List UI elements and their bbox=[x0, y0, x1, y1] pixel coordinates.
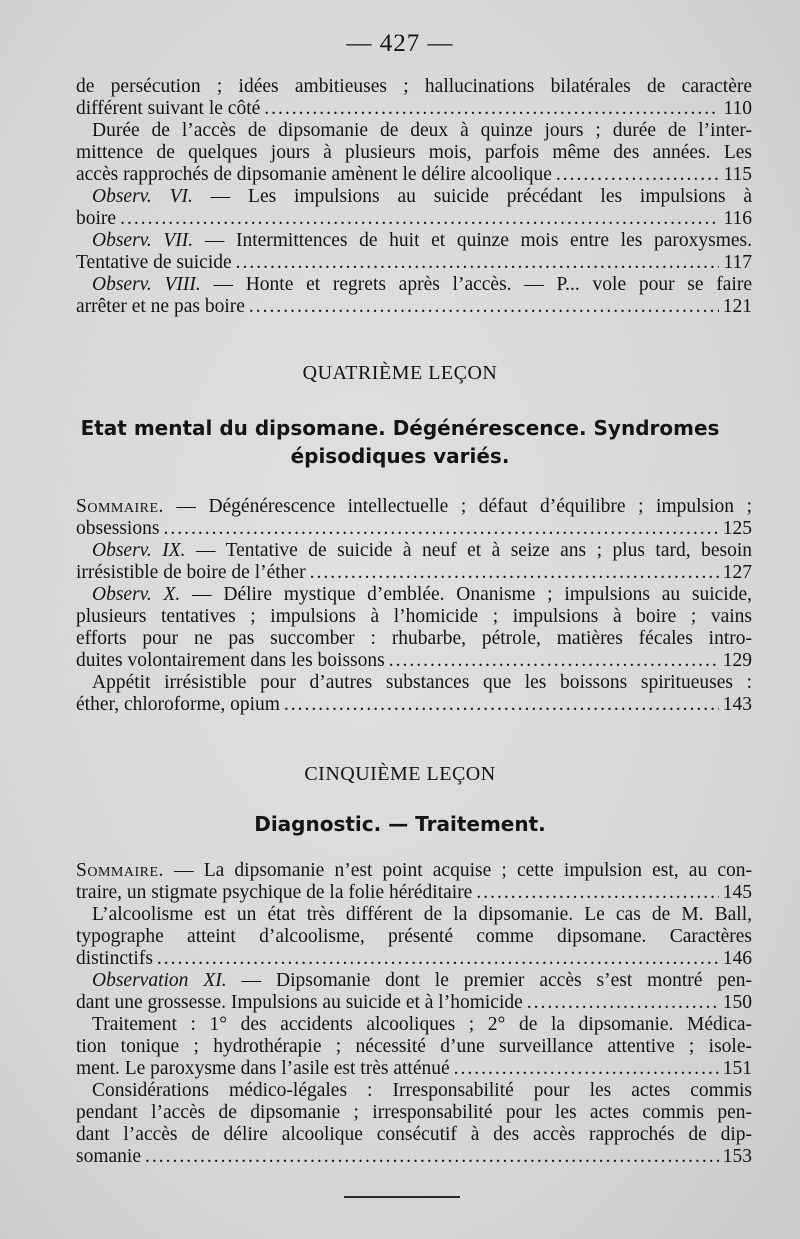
toc-entry bbox=[76, 992, 752, 1014]
text-line: dant l’accès de délire alcoolique consécutif à des accès rapprochés de dip- bbox=[76, 1124, 752, 1145]
summary-text: — La dipsomanie n’est point acquise ; cette impulsion est, au con- bbox=[163, 860, 752, 881]
toc-page-number: 151 bbox=[722, 1058, 752, 1079]
observation-label: Observ. VI. bbox=[92, 186, 193, 207]
toc-entry bbox=[76, 1146, 752, 1168]
text-line: Considérations médico-légales : Irresponsabilité pour les actes commis bbox=[92, 1080, 752, 1101]
text-line: Durée de l’accès de dipsomanie de deux à quinze jours ; durée de l’inter- bbox=[92, 120, 752, 141]
summary-line bbox=[76, 860, 752, 882]
observation-text: — Tentative de suicide à neuf et à seize ans ; plus tard, besoin bbox=[185, 540, 752, 561]
toc-text: somanie bbox=[76, 1146, 141, 1167]
toc-page-number: 127 bbox=[722, 562, 752, 583]
lesson-5-title: Diagnostic. — Traitement. bbox=[254, 812, 546, 836]
toc-page-number: 125 bbox=[722, 518, 752, 539]
toc-entry bbox=[76, 694, 752, 716]
toc-text: dant une grossesse. Impulsions au suicide et à l’homicide bbox=[76, 992, 523, 1013]
toc-page-number: 146 bbox=[722, 948, 752, 969]
lesson-5-summary bbox=[76, 860, 752, 1168]
observation-text: — Dipsomanie dont le premier accès s’est montré pen- bbox=[226, 970, 752, 991]
observation-text: — Délire mystique d’emblée. Onanisme ; impulsions au suicide, bbox=[180, 584, 752, 605]
lesson-5-heading: CINQUIÈME LEÇON bbox=[304, 763, 496, 785]
observation-line bbox=[76, 970, 752, 992]
toc-entry bbox=[76, 208, 752, 230]
summary-label: Sommaire. bbox=[76, 496, 164, 517]
toc-text: ment. Le paroxysme dans l’asile est très atténué bbox=[76, 1058, 450, 1079]
page-number: — 427 — bbox=[346, 30, 454, 57]
summary-label: Sommaire. bbox=[76, 860, 164, 881]
observation-label: Observ. X. bbox=[92, 584, 181, 605]
toc-entry bbox=[76, 98, 752, 120]
text-line: L’alcoolisme est un état très différent de la dipsomanie. Le cas de M. Ball, bbox=[92, 904, 752, 925]
toc-entry bbox=[76, 882, 752, 904]
lesson-4-summary bbox=[76, 496, 752, 716]
toc-page-number: 129 bbox=[722, 650, 752, 671]
toc-text: duites volontairement dans les boissons bbox=[76, 650, 385, 671]
text-line: efforts pour ne pas succomber : rhubarbe, pétrole, matières fécales intro- bbox=[76, 628, 752, 649]
toc-page-number: 153 bbox=[722, 1146, 752, 1167]
toc-entry bbox=[76, 948, 752, 970]
toc-entry bbox=[76, 518, 752, 540]
toc-entry bbox=[76, 1058, 752, 1080]
toc-page-number: 110 bbox=[723, 98, 752, 119]
text-line: Traitement : 1° des accidents alcooliques ; 2° de la dipsomanie. Médica- bbox=[92, 1014, 752, 1035]
text-line: de persécution ; idées ambitieuses ; hallucinations bilatérales de caractère bbox=[76, 76, 752, 97]
toc-page-number: 116 bbox=[723, 208, 752, 229]
toc-page-number: 150 bbox=[722, 992, 752, 1013]
observation-text: — Intermittences de huit et quinze mois entre les paroxysmes. bbox=[193, 230, 752, 251]
toc-entry bbox=[76, 650, 752, 672]
toc-entry bbox=[76, 164, 752, 186]
summary-text: — Dégénérescence intellectuelle ; défaut d’équilibre ; impulsion ; bbox=[163, 496, 752, 517]
summary-line bbox=[76, 496, 752, 518]
observation-line bbox=[76, 274, 752, 296]
observation-line bbox=[76, 584, 752, 606]
bottom-rule bbox=[344, 1196, 460, 1198]
observation-line bbox=[76, 230, 752, 252]
toc-page-number: 143 bbox=[722, 694, 752, 715]
toc-text: éther, chloroforme, opium bbox=[76, 694, 280, 715]
text-line: tion tonique ; hydrothérapie ; nécessité d’une surveillance attentive ; isole- bbox=[76, 1036, 752, 1057]
observation-label: Observ. VIII. bbox=[92, 274, 201, 295]
toc-text: irrésistible de boire de l’éther bbox=[76, 562, 306, 583]
observation-line bbox=[76, 186, 752, 208]
lesson-4-title bbox=[60, 414, 740, 470]
toc-text: distinctifs bbox=[76, 948, 153, 969]
text-line: typographe atteint d’alcoolisme, présenté comme dipsomane. Caractères bbox=[76, 926, 752, 947]
observation-label: Observ. IX. bbox=[92, 540, 186, 561]
lesson-4-title-line: épisodiques variés. bbox=[290, 444, 510, 468]
toc-text: obsessions bbox=[76, 518, 160, 539]
observation-line bbox=[76, 540, 752, 562]
text-line: pendant l’accès de dipsomanie ; irresponsabilité pour les actes commis pen- bbox=[76, 1102, 752, 1123]
text-line: mittence de quelques jours à plusieurs mois, parfois même des années. Les bbox=[76, 142, 752, 163]
lesson-4-title-line: Etat mental du dipsomane. Dégénérescence. Syndromes bbox=[80, 416, 720, 440]
toc-text: accès rapprochés de dipsomanie amènent le délire alcoolique bbox=[76, 164, 552, 185]
text-line: plusieurs tentatives ; impulsions à l’homicide ; impulsions à boire ; vains bbox=[76, 606, 752, 627]
toc-page-number: 145 bbox=[722, 882, 752, 903]
lesson-4-heading: QUATRIÈME LEÇON bbox=[302, 362, 498, 384]
toc-text: différent suivant le côté bbox=[76, 98, 261, 119]
toc-entry bbox=[76, 252, 752, 274]
toc-text: boire bbox=[76, 208, 117, 229]
intro-block bbox=[76, 76, 752, 318]
text-line: Appétit irrésistible pour d’autres substances que les boissons spiritueuses : bbox=[92, 672, 752, 693]
toc-text: arrêter et ne pas boire bbox=[76, 296, 245, 317]
toc-entry bbox=[76, 562, 752, 584]
observation-text: — Honte et regrets après l’accès. — P... vole pour se faire bbox=[200, 274, 752, 295]
toc-page-number: 117 bbox=[723, 252, 752, 273]
observation-label: Observ. VII. bbox=[92, 230, 194, 251]
toc-page-number: 115 bbox=[723, 164, 752, 185]
toc-page-number: 121 bbox=[722, 296, 752, 317]
observation-label: Observation XI. bbox=[92, 970, 227, 991]
toc-text: traire, un stigmate psychique de la folie héréditaire bbox=[76, 882, 473, 903]
toc-entry bbox=[76, 296, 752, 318]
toc-text: Tentative de suicide bbox=[76, 252, 232, 273]
observation-text: — Les impulsions au suicide précédant les impulsions à bbox=[192, 186, 752, 207]
